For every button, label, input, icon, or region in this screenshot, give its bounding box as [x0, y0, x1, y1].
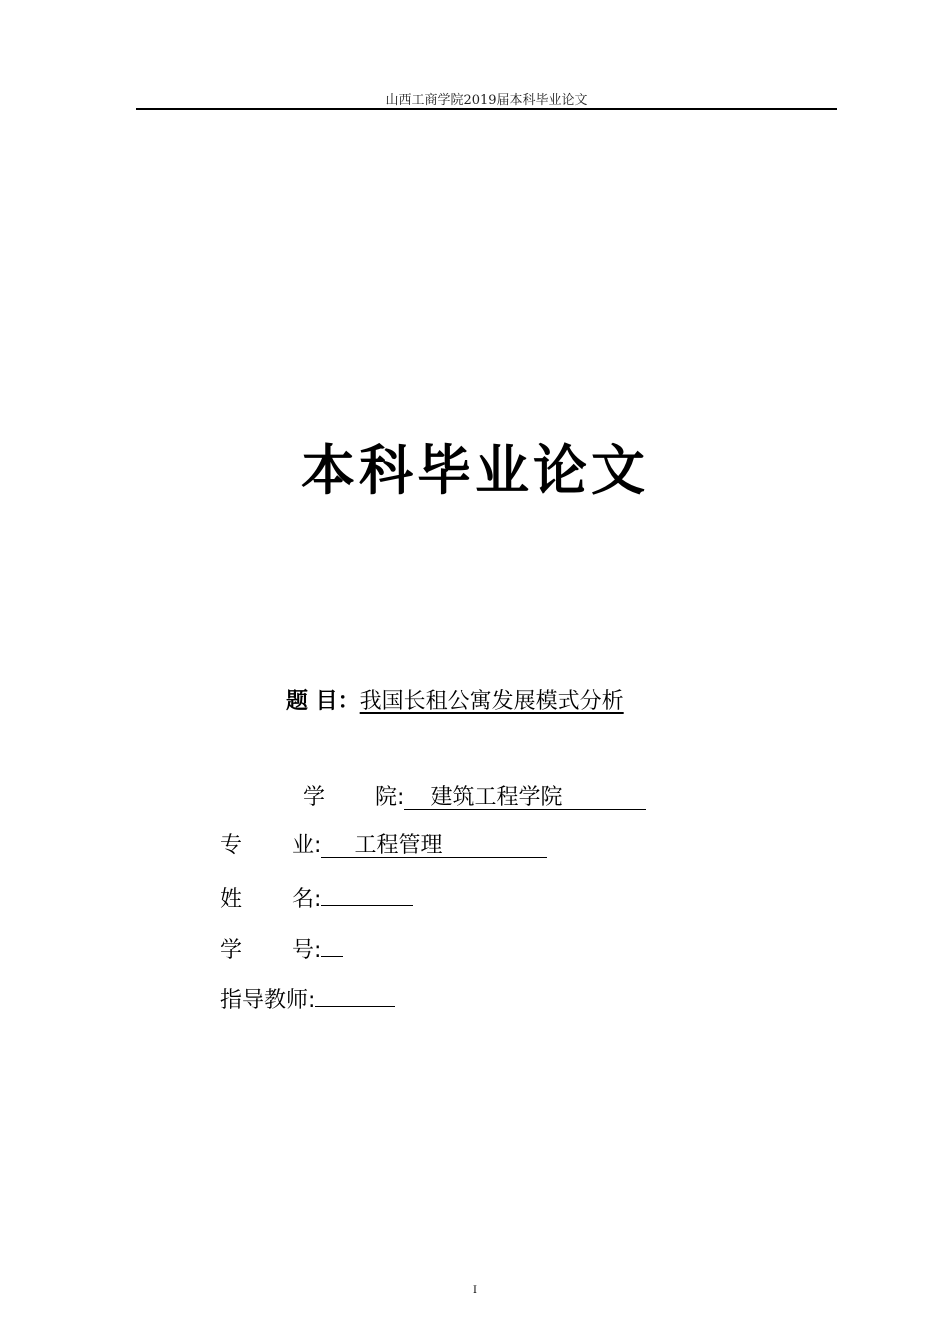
advisor-label: 指导教师: [220, 988, 309, 1013]
major-value: 工程管理: [321, 834, 547, 858]
major-field: [220, 831, 547, 861]
page-number: I: [473, 1285, 477, 1296]
student-id-value: [321, 932, 343, 957]
document-title: 本科毕业论文: [301, 439, 649, 502]
student-id-colon: :: [314, 938, 322, 963]
student-id-field: [220, 932, 343, 962]
advisor-value: [315, 982, 395, 1007]
college-colon: :: [397, 785, 405, 810]
college-label-b: 院: [375, 785, 398, 810]
major-colon: :: [314, 833, 322, 858]
advisor-colon: :: [308, 988, 316, 1013]
running-header: 山西工商学院2019届本科毕业论文: [385, 93, 588, 108]
name-label-a: 姓: [220, 887, 243, 912]
name-field: [220, 881, 413, 911]
major-label-b: 业: [292, 833, 315, 858]
name-label-b: 名: [292, 887, 315, 912]
college-value: 建筑工程学院: [404, 786, 646, 810]
student-id-label-b: 号: [292, 938, 315, 963]
name-value: [321, 881, 413, 906]
student-id-label-a: 学: [220, 938, 243, 963]
college-label-a: 学: [303, 785, 326, 810]
advisor-field: [220, 982, 395, 1012]
topic-label: 题 目：: [286, 689, 360, 714]
college-field: [303, 783, 646, 813]
topic-value: 我国长租公寓发展模式分析: [359, 689, 624, 714]
header-rule: [136, 108, 837, 110]
topic-line: [286, 684, 630, 715]
major-label-a: 专: [220, 833, 243, 858]
name-colon: :: [314, 887, 322, 912]
